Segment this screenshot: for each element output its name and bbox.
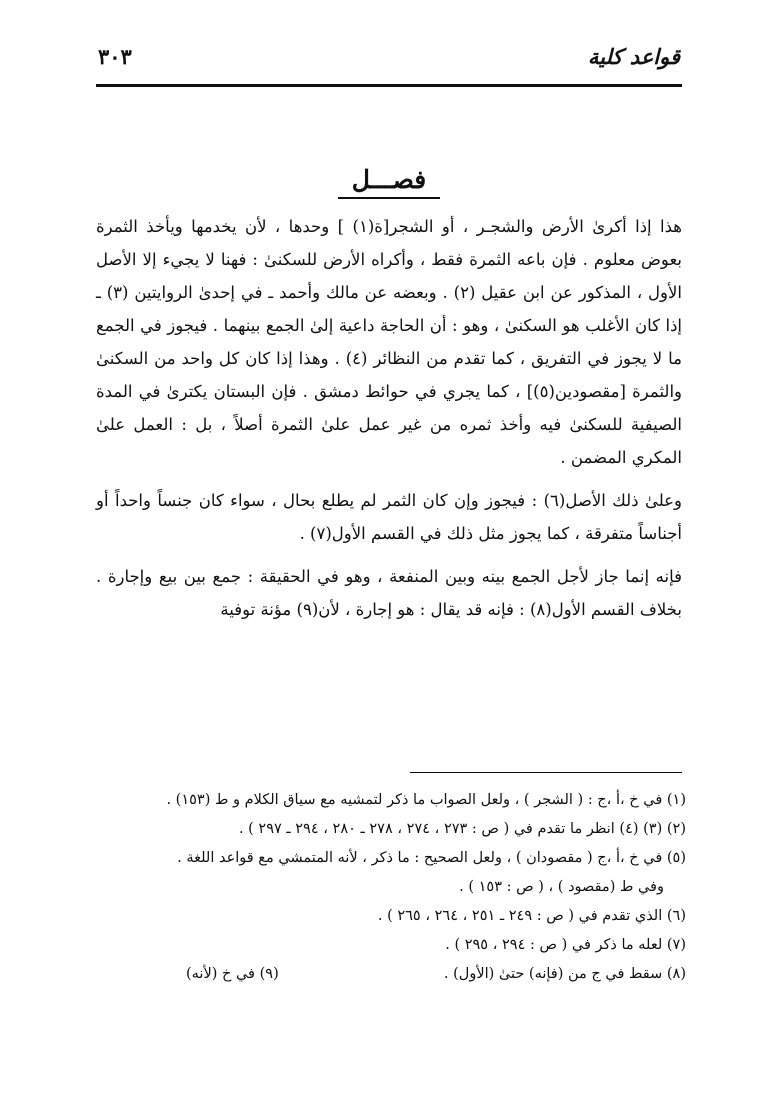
footnote-7: (٧) لعله ما ذكر في ( ص : ٢٩٤ ، ٢٩٥ ) . <box>445 937 686 953</box>
paragraph-1: هذا إذا أكرىٰ الأرض والشجـر ، أو الشجر[ة(١) ] وحدها ، لأن يخدمها ويأخذ الثمرة بعوض معلوم . فإن باعه الثمرة فقط ، وأكراه الأرض للسكنىٰ : فهنا لا يجيء إلا الأصل الأول ، المذكور عن ابن عقيل (٢) . وبعضه عن مالك وأحمد ـ في إحدىٰ الروايتين (٣) ـ إذا كان الأغلب هو السكنىٰ ، وهو : أن الحاجة داعية إلىٰ الجمع بينهما . فيجوز في الجمع ما لا يجوز في التفريق ، كما تقدم من النظائر (٤) . وهذا إذا كان كل واحد من السكنىٰ والثمرة [مقصودين(٥)] ، كما يجري في حوائط دمشق . فإن البستان يكترىٰ في المدة الصيفية للسكنىٰ فيه وأخذ ثمره من غير عمل علىٰ الثمرة أصلاً ، بل : العمل علىٰ المكري المضمن . <box>96 217 683 467</box>
footnote-8-9-row <box>96 960 686 989</box>
footnote-8: (٨) سقط في ج من (فإنه) حتىٰ (الأول) . <box>443 966 686 982</box>
footnote-2-4: (٢) (٣) (٤) انظر ما تقدم في ( ص : ٢٧٣ ، ٢٧٤ ، ٢٧٨ ـ ٢٨٠ ، ٢٩٤ ـ ٢٩٧ ) . <box>238 821 686 837</box>
footnote-5-continuation: وفي ط (مقصود ) ، ( ص : ١٥٣ ) . <box>459 879 664 895</box>
section-title <box>96 163 682 199</box>
footnote-5: (٥) في خ ،أ ،ج ( مقصودان ) ، ولعل الصحيح : ما ذكر ، لأنه المتمشي مع قواعد اللغة . <box>177 850 686 866</box>
footnote-9: (٩) في خ (لأنه) <box>186 966 279 982</box>
paragraph-2: وعلىٰ ذلك الأصل(٦) : فيجوز وإن كان الثمر لم يطلع بحال ، سواء كان جنساً واحداً أو أجناساً متفرقة ، كما يجوز مثل ذلك في القسم الأول(٧) . <box>96 491 682 543</box>
page-number: ٣٠٣ <box>98 44 132 69</box>
footnote-6: (٦) الذي تقدم في ( ص : ٢٤٩ ـ ٢٥١ ، ٢٦٤ ، ٢٦٥ ) . <box>377 908 686 924</box>
footnotes <box>96 786 686 989</box>
page-header <box>96 40 682 87</box>
footnote-divider <box>410 772 682 773</box>
running-title: قواعد كلية <box>587 44 680 69</box>
body-text <box>96 210 682 626</box>
section-title-text: فصـــل <box>338 163 441 199</box>
paragraph-3: فإنه إنما جاز لأجل الجمع بينه وبين المنفعة ، وهو في الحقيقة : جمع بين بيع وإجارة . بخلاف القسم الأول(٨) : فإنه قد يقال : هو إجارة ، لأن(٩) مؤنة توفية <box>96 567 682 619</box>
footnote-1: (١) في خ ،أ ،ج : ( الشجر ) ، ولعل الصواب ما ذكر لتمشيه مع سياق الكلام و ط (١٥٣) . <box>166 792 686 808</box>
